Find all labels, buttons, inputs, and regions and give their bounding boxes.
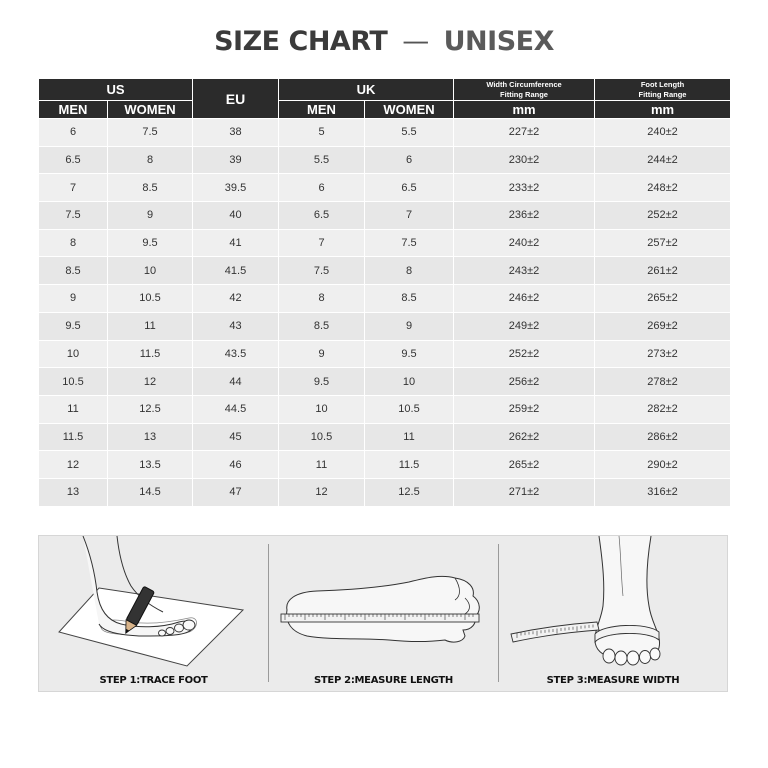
cell-foot-length: 278±2 xyxy=(595,368,731,396)
cell-us-men: 8 xyxy=(39,229,108,257)
step-3-label: STEP 3:MEASURE WIDTH xyxy=(546,675,680,686)
header-width-circumference xyxy=(454,79,595,101)
table-row xyxy=(39,174,731,202)
cell-uk-men: 10 xyxy=(279,395,365,423)
header-uk: UK xyxy=(279,79,454,101)
trace-foot-icon xyxy=(39,536,268,671)
title-dash: — xyxy=(402,26,429,57)
cell-us-men: 12 xyxy=(39,451,108,479)
step-trace-foot xyxy=(39,536,268,691)
header-eu: EU xyxy=(193,79,279,119)
cell-uk-women: 7 xyxy=(365,202,454,230)
cell-width-range: 227±2 xyxy=(454,119,595,147)
cell-foot-length: 316±2 xyxy=(595,478,731,506)
cell-width-range: 236±2 xyxy=(454,202,595,230)
cell-us-women: 14.5 xyxy=(108,478,193,506)
table-row xyxy=(39,478,731,506)
table-row xyxy=(39,340,731,368)
cell-width-range: 233±2 xyxy=(454,174,595,202)
cell-us-men: 8.5 xyxy=(39,257,108,285)
header-width-line2: Fitting Range xyxy=(500,89,548,99)
cell-uk-men: 9 xyxy=(279,340,365,368)
header-width-unit: mm xyxy=(454,101,595,119)
cell-uk-women: 9 xyxy=(365,312,454,340)
step-1-label: STEP 1:TRACE FOOT xyxy=(99,675,208,686)
cell-foot-length: 252±2 xyxy=(595,202,731,230)
cell-width-range: 262±2 xyxy=(454,423,595,451)
cell-us-men: 6.5 xyxy=(39,146,108,174)
cell-us-women: 7.5 xyxy=(108,119,193,147)
table-row xyxy=(39,395,731,423)
cell-eu: 39 xyxy=(193,146,279,174)
cell-eu: 43.5 xyxy=(193,340,279,368)
cell-eu: 44.5 xyxy=(193,395,279,423)
cell-foot-length: 273±2 xyxy=(595,340,731,368)
cell-us-men: 13 xyxy=(39,478,108,506)
table-row xyxy=(39,119,731,147)
cell-foot-length: 265±2 xyxy=(595,285,731,313)
cell-foot-length: 269±2 xyxy=(595,312,731,340)
cell-uk-women: 7.5 xyxy=(365,229,454,257)
cell-uk-men: 7.5 xyxy=(279,257,365,285)
cell-width-range: 265±2 xyxy=(454,451,595,479)
cell-us-men: 11.5 xyxy=(39,423,108,451)
cell-uk-men: 11 xyxy=(279,451,365,479)
measure-width-icon xyxy=(499,536,727,671)
step-measure-length xyxy=(269,536,498,691)
cell-uk-men: 8.5 xyxy=(279,312,365,340)
header-us-men: MEN xyxy=(39,101,108,119)
cell-uk-men: 12 xyxy=(279,478,365,506)
table-row xyxy=(39,202,731,230)
table-row xyxy=(39,451,731,479)
table-row xyxy=(39,312,731,340)
page-title xyxy=(0,26,768,57)
cell-eu: 47 xyxy=(193,478,279,506)
cell-width-range: 246±2 xyxy=(454,285,595,313)
cell-uk-men: 5 xyxy=(279,119,365,147)
cell-us-men: 10.5 xyxy=(39,368,108,396)
cell-uk-women: 11.5 xyxy=(365,451,454,479)
cell-eu: 38 xyxy=(193,119,279,147)
table-row xyxy=(39,229,731,257)
title-sub: UNISEX xyxy=(443,26,554,57)
measure-length-icon xyxy=(269,536,498,671)
header-length-line2: Fitting Range xyxy=(638,89,687,99)
cell-uk-men: 6.5 xyxy=(279,202,365,230)
cell-us-women: 9 xyxy=(108,202,193,230)
cell-uk-women: 6 xyxy=(365,146,454,174)
cell-width-range: 252±2 xyxy=(454,340,595,368)
cell-foot-length: 290±2 xyxy=(595,451,731,479)
cell-eu: 41.5 xyxy=(193,257,279,285)
cell-width-range: 259±2 xyxy=(454,395,595,423)
cell-us-men: 6 xyxy=(39,119,108,147)
cell-width-range: 271±2 xyxy=(454,478,595,506)
cell-uk-women: 5.5 xyxy=(365,119,454,147)
cell-eu: 43 xyxy=(193,312,279,340)
cell-us-women: 13 xyxy=(108,423,193,451)
cell-us-women: 8.5 xyxy=(108,174,193,202)
cell-us-men: 10 xyxy=(39,340,108,368)
size-rows xyxy=(39,119,731,507)
cell-foot-length: 286±2 xyxy=(595,423,731,451)
cell-foot-length: 257±2 xyxy=(595,229,731,257)
cell-foot-length: 261±2 xyxy=(595,257,731,285)
cell-us-men: 9.5 xyxy=(39,312,108,340)
cell-eu: 40 xyxy=(193,202,279,230)
cell-us-women: 10.5 xyxy=(108,285,193,313)
cell-width-range: 256±2 xyxy=(454,368,595,396)
cell-uk-women: 8.5 xyxy=(365,285,454,313)
cell-eu: 45 xyxy=(193,423,279,451)
cell-uk-women: 10 xyxy=(365,368,454,396)
cell-us-men: 7.5 xyxy=(39,202,108,230)
cell-uk-women: 10.5 xyxy=(365,395,454,423)
cell-uk-men: 10.5 xyxy=(279,423,365,451)
cell-us-women: 13.5 xyxy=(108,451,193,479)
measure-steps-panel xyxy=(38,535,728,692)
cell-width-range: 230±2 xyxy=(454,146,595,174)
size-chart-table xyxy=(38,78,731,507)
table-row xyxy=(39,146,731,174)
header-uk-women: WOMEN xyxy=(365,101,454,119)
header-us: US xyxy=(39,79,193,101)
cell-eu: 44 xyxy=(193,368,279,396)
cell-foot-length: 240±2 xyxy=(595,119,731,147)
cell-uk-women: 8 xyxy=(365,257,454,285)
cell-uk-women: 6.5 xyxy=(365,174,454,202)
table-row xyxy=(39,368,731,396)
cell-uk-women: 12.5 xyxy=(365,478,454,506)
table-row xyxy=(39,285,731,313)
step-measure-width xyxy=(499,536,727,691)
header-uk-men: MEN xyxy=(279,101,365,119)
cell-us-women: 8 xyxy=(108,146,193,174)
table-row xyxy=(39,423,731,451)
cell-eu: 42 xyxy=(193,285,279,313)
header-foot-length xyxy=(595,79,731,101)
cell-foot-length: 282±2 xyxy=(595,395,731,423)
cell-us-women: 11.5 xyxy=(108,340,193,368)
cell-us-women: 12.5 xyxy=(108,395,193,423)
cell-eu: 41 xyxy=(193,229,279,257)
cell-us-men: 7 xyxy=(39,174,108,202)
cell-us-men: 9 xyxy=(39,285,108,313)
cell-us-women: 10 xyxy=(108,257,193,285)
cell-foot-length: 248±2 xyxy=(595,174,731,202)
cell-uk-men: 7 xyxy=(279,229,365,257)
cell-uk-men: 6 xyxy=(279,174,365,202)
header-width-line1: Width Circumference xyxy=(486,79,562,89)
cell-uk-women: 9.5 xyxy=(365,340,454,368)
header-us-women: WOMEN xyxy=(108,101,193,119)
cell-eu: 46 xyxy=(193,451,279,479)
cell-us-women: 9.5 xyxy=(108,229,193,257)
cell-width-range: 240±2 xyxy=(454,229,595,257)
cell-eu: 39.5 xyxy=(193,174,279,202)
cell-us-women: 12 xyxy=(108,368,193,396)
cell-uk-men: 5.5 xyxy=(279,146,365,174)
header-length-unit: mm xyxy=(595,101,731,119)
step-2-label: STEP 2:MEASURE LENGTH xyxy=(314,675,453,686)
header-length-line1: Foot Length xyxy=(640,79,685,89)
cell-uk-men: 8 xyxy=(279,285,365,313)
cell-uk-women: 11 xyxy=(365,423,454,451)
cell-foot-length: 244±2 xyxy=(595,146,731,174)
cell-width-range: 243±2 xyxy=(454,257,595,285)
table-row xyxy=(39,257,731,285)
title-main: SIZE CHART xyxy=(214,26,388,57)
cell-uk-men: 9.5 xyxy=(279,368,365,396)
cell-us-women: 11 xyxy=(108,312,193,340)
cell-width-range: 249±2 xyxy=(454,312,595,340)
cell-us-men: 11 xyxy=(39,395,108,423)
